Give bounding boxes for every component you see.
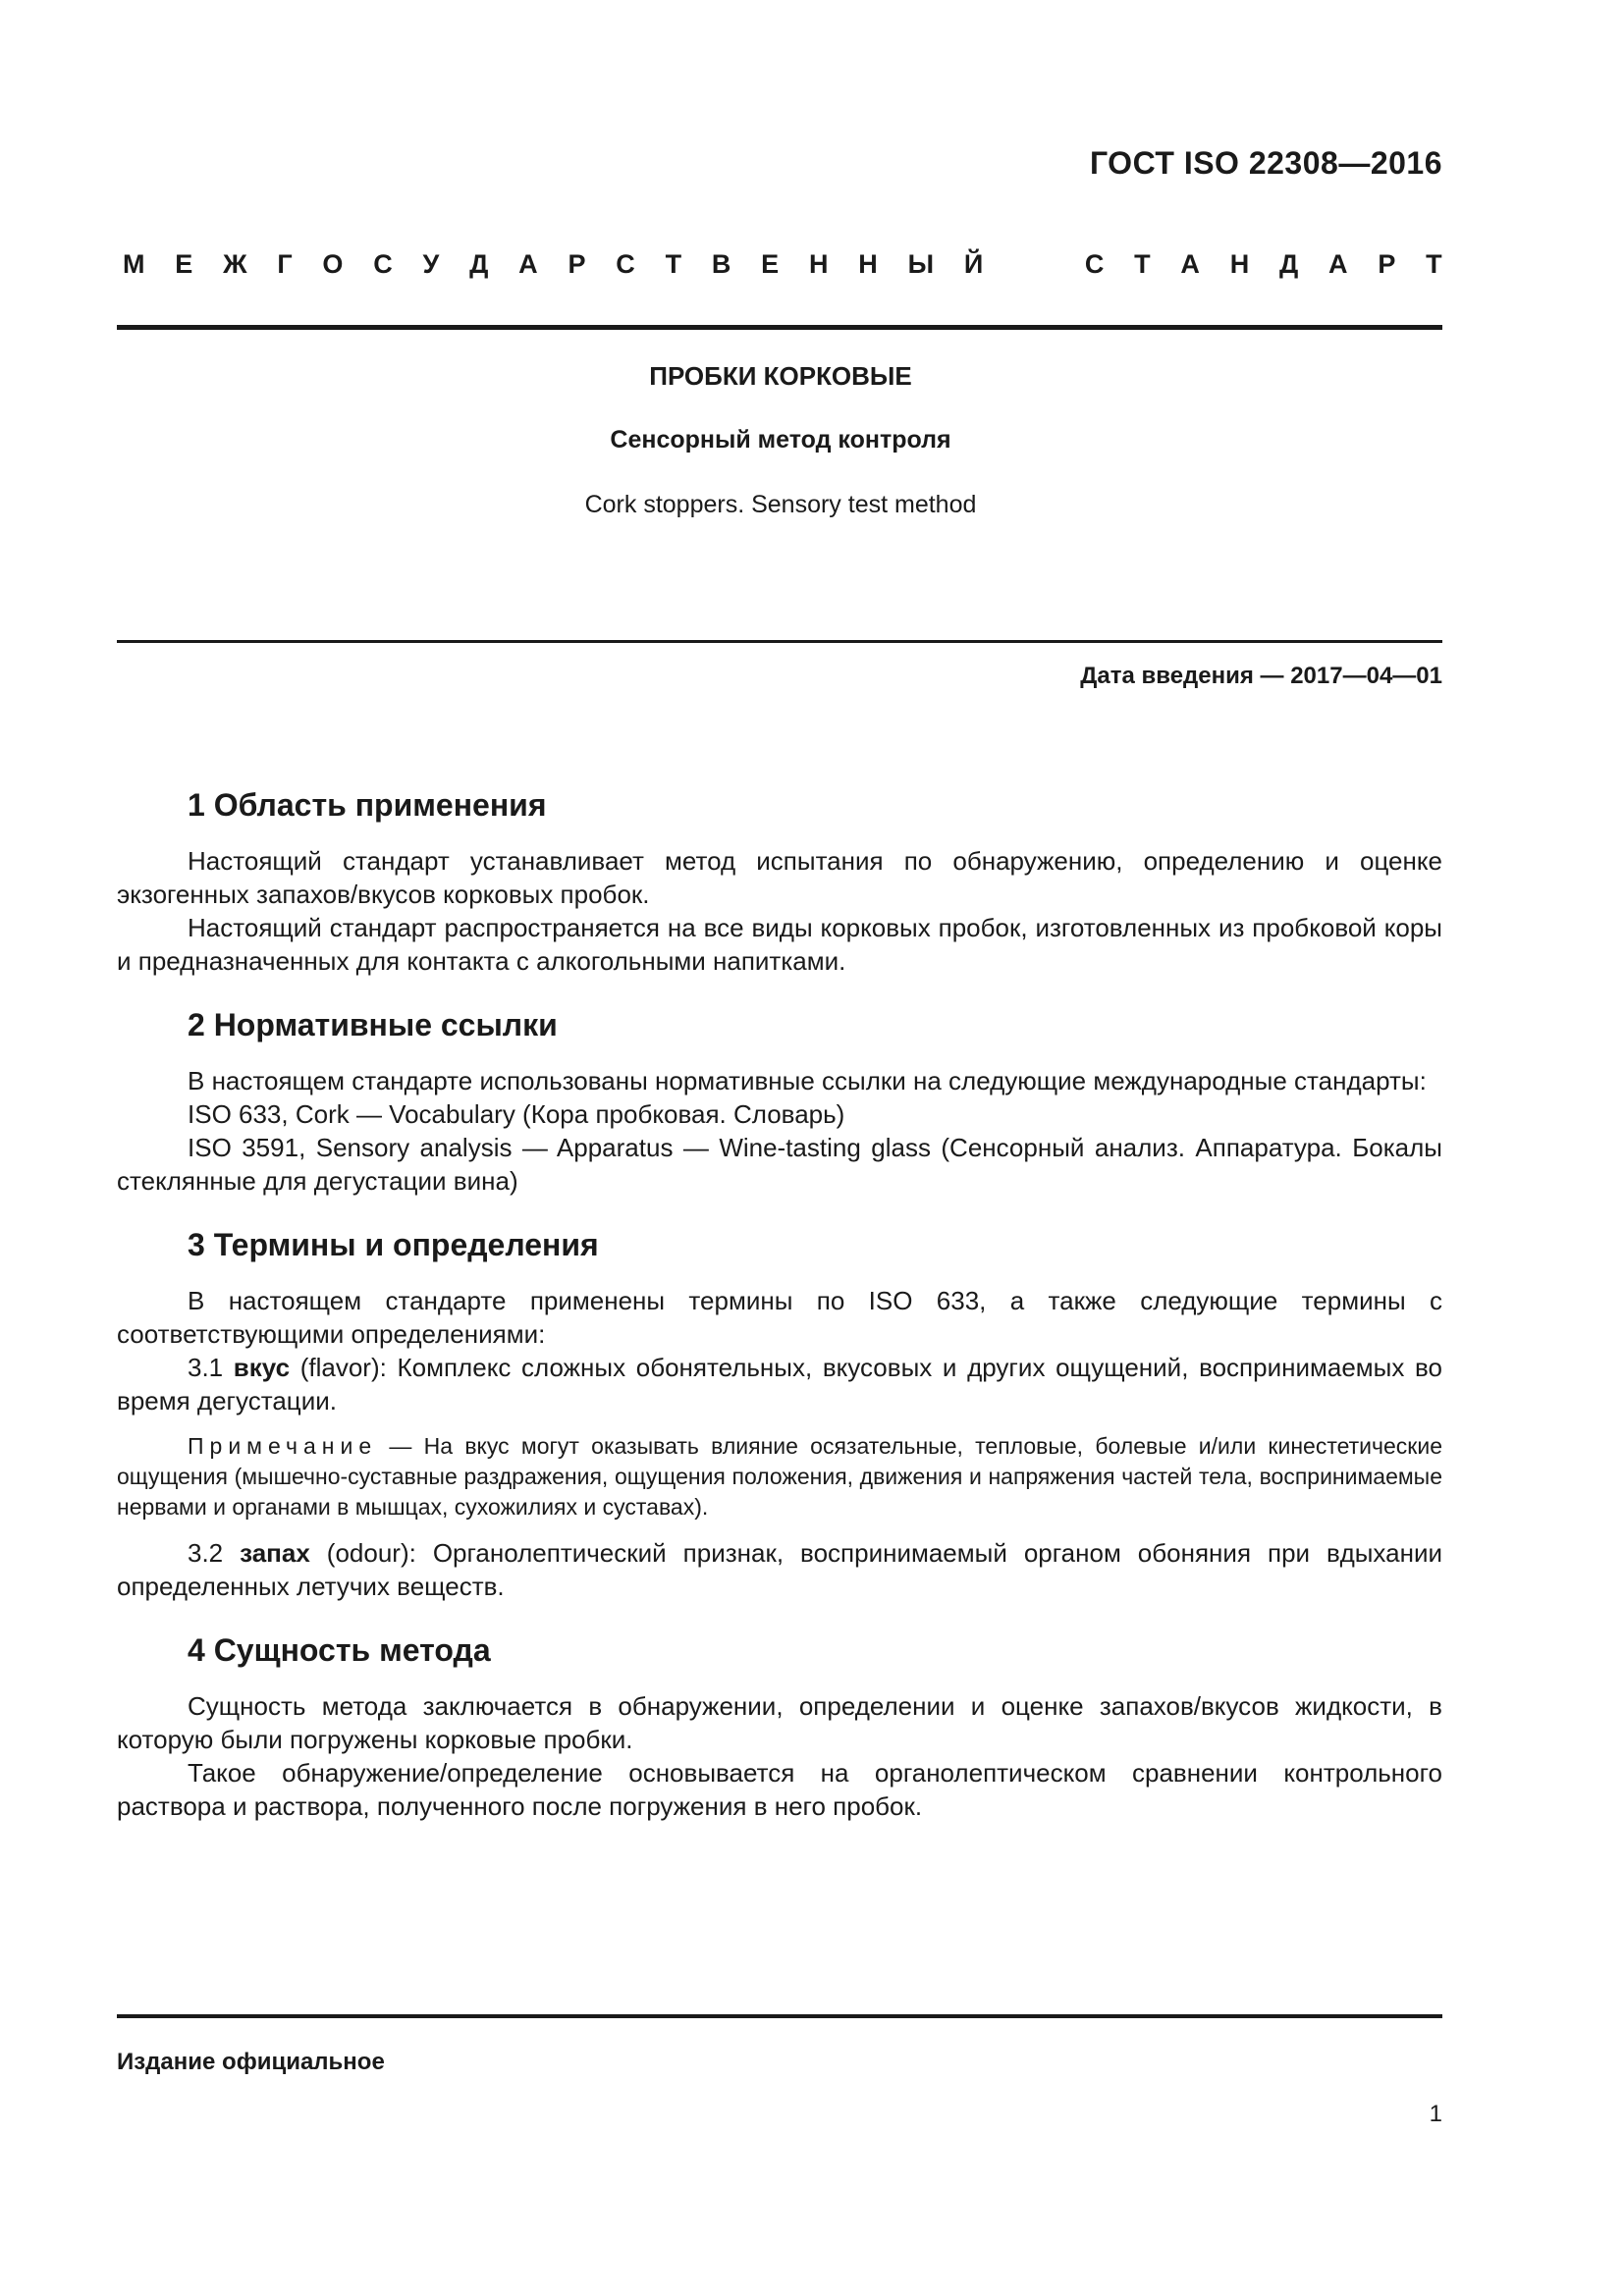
letter: У bbox=[422, 249, 440, 279]
note-label: Примечание bbox=[188, 1433, 378, 1459]
reference-item: ISO 633, Cork — Vocabulary (Кора пробковая. Словарь) bbox=[188, 1099, 845, 1129]
letter: Г bbox=[277, 249, 293, 279]
document-number: ГОСТ ISO 22308—2016 bbox=[1089, 145, 1442, 181]
reference-item: ISO 3591, Sensory analysis — Apparatus — Wine-tasting glass (Сенсорный анализ. Аппаратура. Бокалы стеклянные для дегустации вина) bbox=[117, 1133, 1442, 1196]
letter: Ж bbox=[223, 249, 247, 279]
letter: Т bbox=[1426, 249, 1442, 279]
letter: Т bbox=[1134, 249, 1151, 279]
term-name: запах bbox=[240, 1538, 310, 1568]
term-number: 3.1 bbox=[188, 1353, 234, 1382]
letter: Р bbox=[1378, 249, 1396, 279]
footer-divider bbox=[117, 2014, 1442, 2018]
page-number: 1 bbox=[1429, 2101, 1442, 2127]
standard-kind-heading bbox=[123, 249, 1442, 280]
term-definition bbox=[117, 1536, 1442, 1603]
term-definition bbox=[117, 1351, 1442, 1417]
paragraph: В настоящем стандарте использованы нормативные ссылки на следующие международные стандарты: bbox=[188, 1066, 1427, 1095]
letter: Н bbox=[1229, 249, 1250, 279]
letter: С bbox=[373, 249, 393, 279]
letter: А bbox=[518, 249, 538, 279]
letter: А bbox=[1180, 249, 1200, 279]
letter: Н bbox=[858, 249, 878, 279]
document-body bbox=[117, 785, 1442, 1850]
section-scope bbox=[117, 785, 1442, 978]
letter: Ы bbox=[907, 249, 935, 279]
document-title-english: Cork stoppers. Sensory test method bbox=[584, 491, 977, 518]
term-name: вкус bbox=[233, 1353, 291, 1382]
note-text: — На вкус могут оказывать влияние осязательные, тепловые, болевые и/или кинестетические ощущения (мышечно-суставные раздражения, ощущения положения, движения и напряжения частей тела, воспринимаемые нервами и органами в мышцах, сухожилиях и суставах). bbox=[117, 1433, 1442, 1520]
term-text: (odour): Органолептический признак, воспринимаемый органом обоняния при вдыхании определенных летучих веществ. bbox=[117, 1538, 1442, 1601]
paragraph: Настоящий стандарт распространяется на все виды корковых пробок, изготовленных из пробковой коры и предназначенных для контакта с алкогольными напитками. bbox=[117, 913, 1442, 976]
note bbox=[117, 1431, 1442, 1522]
letter: Д bbox=[469, 249, 489, 279]
letter: В bbox=[711, 249, 731, 279]
introduction-date: Дата введения — 2017—04—01 bbox=[1080, 663, 1442, 689]
letter: Д bbox=[1279, 249, 1299, 279]
letter: Е bbox=[175, 249, 193, 279]
term-text: (flavor): Комплекс сложных обонятельных, вкусовых и других ощущений, воспринимаемых во время дегустации. bbox=[117, 1353, 1442, 1415]
letter: Й bbox=[963, 249, 984, 279]
section-terms-definitions bbox=[117, 1225, 1442, 1603]
paragraph: Сущность метода заключается в обнаружении, определении и оценке запахов/вкусов жидкости, в которую были погружены корковые пробки. bbox=[117, 1691, 1442, 1754]
letter: Е bbox=[761, 249, 780, 279]
letter: Н bbox=[808, 249, 829, 279]
section-method-essence bbox=[117, 1630, 1442, 1823]
letter: О bbox=[322, 249, 344, 279]
title-divider bbox=[117, 640, 1442, 643]
letter: Р bbox=[568, 249, 586, 279]
word-gap bbox=[1013, 249, 1055, 280]
section-heading: 4 Сущность метода bbox=[188, 1632, 491, 1668]
document-title: ПРОБКИ КОРКОВЫЕ bbox=[649, 361, 912, 391]
section-heading: 2 Нормативные ссылки bbox=[188, 1007, 558, 1042]
document-subtitle: Сенсорный метод контроля bbox=[610, 426, 951, 454]
letter: С bbox=[1084, 249, 1105, 279]
letter: С bbox=[616, 249, 635, 279]
header-divider bbox=[117, 325, 1442, 330]
section-heading: 1 Область применения bbox=[188, 787, 547, 823]
section-heading: 3 Термины и определения bbox=[188, 1227, 599, 1262]
section-normative-references bbox=[117, 1005, 1442, 1198]
letter: М bbox=[123, 249, 145, 279]
letter: Т bbox=[665, 249, 682, 279]
paragraph: Такое обнаружение/определение основывается на органолептическом сравнении контрольного раствора и раствора, полученного после погружения в него пробок. bbox=[117, 1758, 1442, 1821]
official-edition-label: Издание официальное bbox=[117, 2049, 385, 2075]
letter: А bbox=[1328, 249, 1348, 279]
paragraph: В настоящем стандарте применены термины по ISO 633, а также следующие термины с соответствующими определениями: bbox=[117, 1286, 1442, 1349]
term-number: 3.2 bbox=[188, 1538, 241, 1568]
paragraph: Настоящий стандарт устанавливает метод испытания по обнаружению, определению и оценке экзогенных запахов/вкусов корковых пробок. bbox=[117, 846, 1442, 909]
